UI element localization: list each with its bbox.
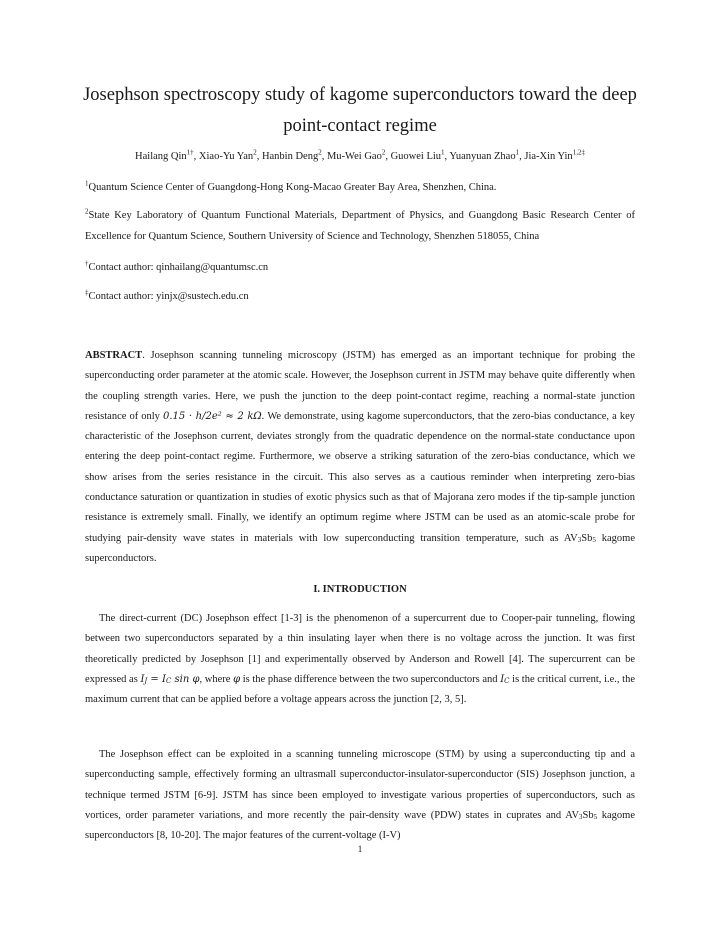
affiliation-1: $^1$Quantum Science Center of Guangdong-Hong Kong-Macao Greater Bay Area, Shenzhen, China. <box>85 179 497 193</box>
intro-paragraph-1: The direct-current (DC) Josephson effect [1-3] is the phenomenon of a supercurrent due to Cooper-pair tunneling, flowing between two superconductors separated by a thin insulating layer when there is no voltage across the junction. It was first theoretically predicted by Josephson [1] and experimentally observed by Anderson and Rowell [4]. The supercurrent can be expressed as $I_J = I_C$ sin φ, where φ is the phase difference between the two superconductors and $I_C$ is the critical current, i.e., the maximum current that can be applied before a voltage appears across the junction [2, 3, 5]. <box>85 613 636 706</box>
josephson-formula: $I_J = I_C$ sin φ <box>140 673 200 685</box>
author: Hanbin Deng$^2$ <box>261 148 322 162</box>
abstract: ABSTRACT. Josephson scanning tunneling microscopy (JSTM) has emerged as an important technique for probing the superconducting order parameter at the atomic scale. However, the Josephson current in JSTM may behave quite differently when the coupling strength varies. Here, we push the junction to the deep point-contact regime, reaching a normal-state junction resistance of only 0.15 · h/2e² ≈ 2 kΩ. We demonstrate, using kagome superconductors, that the zero-bias conductance, a key characteristic of the Josephson current, deviates strongly from the quadratic dependence on the normal-state conductance upon entering the deep point-contact regime. Furthermore, we observe a striking saturation of the zero-bias conductance, which we show arises from the series resistance in the circuit. This also serves as a cautious reminder when interpreting zero-bias conductance saturation or quantization in studies of exotic physics such as that of Majorana zero modes if the tip-sample junction resistance is extremely small. Finally, we identify an optimum regime where JSTM can be used as an atomic-scale probe for studying pair-density wave states in materials with low superconducting transition temperature, such as $AV_3Sb_5$ kagome superconductors. <box>85 350 635 564</box>
intro-paragraph-2: The Josephson effect can be exploited in a scanning tunneling microscope (STM) by using a superconducting tip and a superconducting sample, effectively forming an ultrasmall superconductor-insulator-superconductor (SIS) Josephson junction, a technique termed JSTM [6-9]. JSTM has since been employed to investigate various properties of superconductors, such as vortices, order parameter variations, and more recently the pair-density wave (PDW) states in cuprates and $AV_3Sb_5$ kagome superconductors [8, 10-20]. The major features of the current-voltage (I-V) <box>85 749 635 842</box>
section-heading: I. INTRODUCTION <box>313 584 407 595</box>
contact-author-1: †Contact author: qinhailang@quantumsc.cn <box>85 259 269 273</box>
page-number: 1 <box>357 845 363 855</box>
resistance-formula: 0.15 · h/2e² ≈ 2 kΩ <box>162 410 262 422</box>
author: Jia-Xin Yin$^{1,2\ddagger}$ <box>524 148 585 162</box>
abstract-label: ABSTRACT <box>85 350 143 361</box>
paper-title: Josephson spectroscopy study of kagome superconductors toward the deep point-contact regime <box>83 85 637 136</box>
author: Guowei Liu$^1$ <box>390 148 445 162</box>
author: Mu-Wei Gao$^2$ <box>326 148 386 162</box>
author: Hailang Qin$^{1\dagger}$ <box>135 148 194 162</box>
author-list: Hailang Qin$^{1\dagger}$, Xiao-Yu Yan$^2$, Hanbin Deng$^2$, Mu-Wei Gao$^2$, Guowei Liu$^1$, Yuanyuan Zhao$^1$, Jia-Xin Yin$^{1,2\ddagger}$ <box>135 148 585 162</box>
author: Yuanyuan Zhao$^1$ <box>449 148 520 162</box>
affiliation-2: $^2$State Key Laboratory of Quantum Functional Materials, Department of Physics, and Guangdong Basic Research Center of Excellence for Quantum Science, Southern University of Science and Technology, Shenzhen 518055, China <box>85 207 635 242</box>
author: Xiao-Yu Yan$^2$ <box>198 148 257 162</box>
contact-author-2: ‡Contact author: yinjx@sustech.edu.cn <box>85 288 249 302</box>
